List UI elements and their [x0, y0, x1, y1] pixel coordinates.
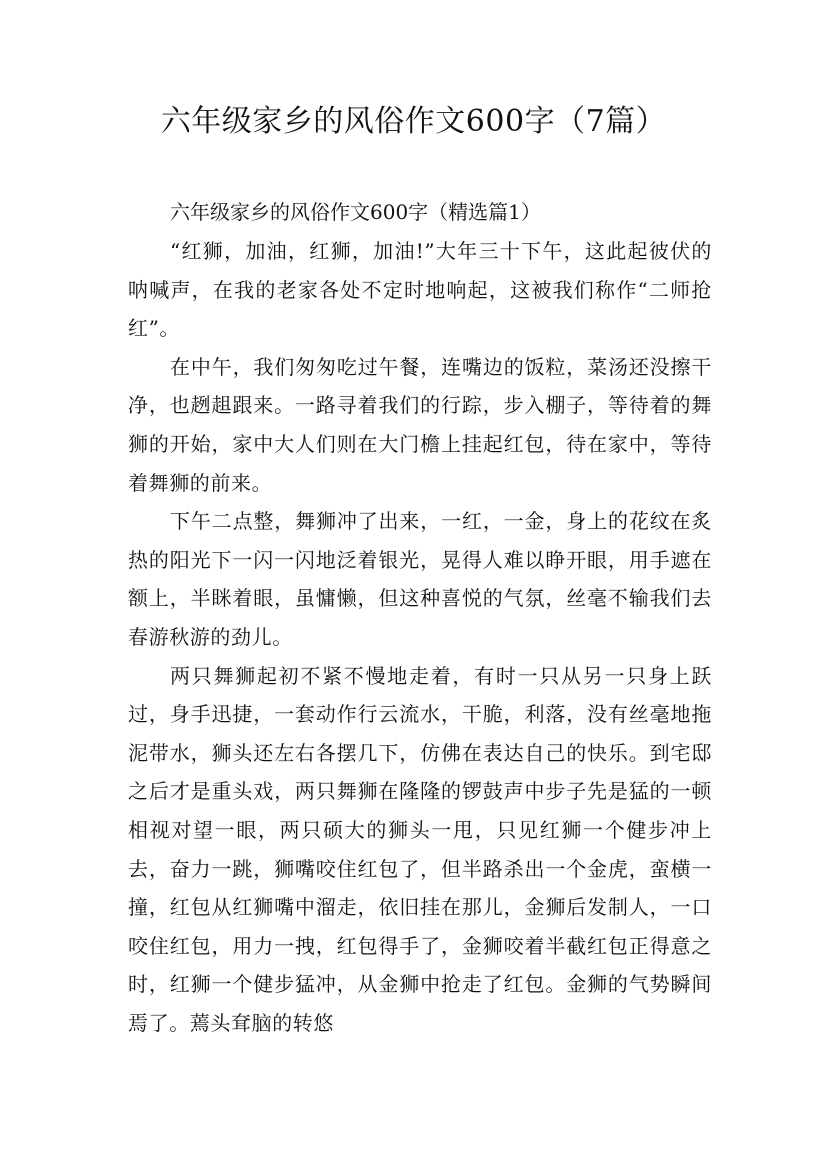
- article-body: [128, 192, 712, 1042]
- document-title: 六年级家乡的风俗作文600字（7篇）: [160, 104, 667, 139]
- paragraph-4: 两只舞狮起初不紧不慢地走着，有时一只从另一只身上跃过，身手迅捷，一套动作行云流水，干脆，利落，没有丝毫地拖泥带水，狮头还左右各摆几下，仿佛在表达自己的快乐。到宅邸之后才是重头戏，两只舞狮在隆隆的锣鼓声中步子先是猛的一顿相视对望一眼，两只硕大的狮头一甩，只见红狮一个健步冲上去，奋力一跳，狮嘴咬住红包了，但半路杀出一个金虎，蛮横一撞，红包从红狮嘴中溜走，依旧挂在那儿，金狮后发制人，一口咬住红包，用力一拽，红包得手了，金狮咬着半截红包正得意之时，红狮一个健步猛冲，从金狮中抢走了红包。金狮的气势瞬间焉了。蔫头耷脑的转悠: [128, 663, 712, 1035]
- paragraph-2: 在中午，我们匆匆吃过午餐，连嘴边的饭粒，菜汤还没擦干净，也趔趄跟来。一路寻着我们的行踪，步入棚子，等待着的舞狮的开始，家中大人们则在大门檐上挂起红包，待在家中，等待着舞狮的前来。: [128, 354, 712, 495]
- paragraph-3: 下午二点整，舞狮冲了出来，一红，一金，身上的花纹在炙热的阳光下一闪一闪地泛着银光，晃得人难以睁开眼，用手遮在额上，半眯着眼，虽慵懒，但这种喜悦的气氛，丝毫不输我们去春游秋游的劲儿。: [128, 509, 712, 649]
- paragraph-1: “红狮，加油，红狮，加油!”大年三十下午，这此起彼伏的呐喊声，在我的老家各处不定时地响起，这被我们称作“二师抢红”。: [128, 239, 712, 341]
- section-title: 六年级家乡的风俗作文600字（精选篇1）: [170, 200, 541, 224]
